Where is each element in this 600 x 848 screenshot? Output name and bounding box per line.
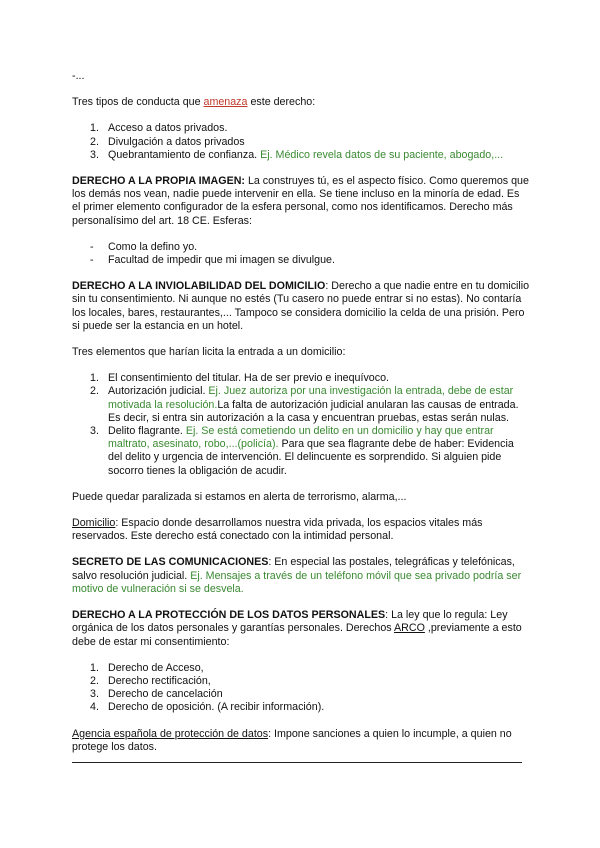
list-item: 4. Derecho de oposición. (A recibir información). xyxy=(90,701,325,714)
domicilio-intro: Tres elementos que harían licita la entrada a un domicilio: xyxy=(72,346,346,359)
domicilio-paragraph: DERECHO A LA INVIOLABILIDAD DEL DOMICILIO: Derecho a que nadie entre en tu domicilio sin tu consentimiento. Ni aunque no estés (Tu casero no puede entrar si no estas). No contaría los locales, bares, restaurantes,... Tampoco se considera domicilio la celda de una prisión. Pero si puede ser la estancia en un hotel. xyxy=(72,280,530,332)
section-divider xyxy=(72,762,522,763)
imagen-heading: DERECHO A LA PROPIA IMAGEN: xyxy=(72,175,245,188)
datos-heading: DERECHO A LA PROTECCIÓN DE LOS DATOS PERSONALES xyxy=(72,609,386,622)
imagen-list xyxy=(72,241,530,267)
threats-intro: Tres tipos de conducta que amenaza este derecho: xyxy=(72,96,316,109)
list-item: 1. El consentimiento del titular. Ha de ser previo e inequívoco. xyxy=(90,372,390,385)
list-item: 2. Derecho rectificación, xyxy=(90,674,211,687)
arco-term: ARCO xyxy=(394,622,425,635)
list-item: 1. Acceso a datos privados. xyxy=(90,122,228,135)
list-item: 3. Delito flagrante. Ej. Se está cometiendo un delito en un domicilio y hay que entrar maltrato, asesinato, robo,...(policía). Para que sea flagrante debe de haber: Evidencia del delito y urgencia de intervención. El delincuente es sorprendido. Si alguien pide socorro tienes la obligación de acudir. xyxy=(90,425,514,477)
list-item: - Facultad de impedir que mi imagen se divulgue. xyxy=(90,254,335,267)
agency-term: Agencia española de protección de datos xyxy=(72,727,269,740)
domicilio-term: Domicilio xyxy=(72,517,116,530)
datos-paragraph: DERECHO A LA PROTECCIÓN DE LOS DATOS PERSONALES: La ley que lo regula: Ley orgánica de los datos personales y garantías personales. Derechos ARCO ,previamente a esto debe de estar mi consentimiento: xyxy=(72,609,522,648)
comunicaciones-paragraph: SECRETO DE LAS COMUNICACIONES: En especial las postales, telegráficas y telefónicas, salvo resolución judicial. Ej. Mensajes a través de un teléfono móvil que sea privado podría ser motivo de vulneración si se desvela. xyxy=(72,556,522,595)
list-item: - Como la defino yo. xyxy=(90,240,198,253)
datos-list xyxy=(72,662,530,715)
list-item: 2. Autorización judicial. Ej. Juez autoriza por una investigación la entrada, debe de estar motivada la resolución.La falta de autorización judicial anularan las causas de entrada. Es decir, si entra sin autorización a la casa y encuentran pruebas, estas serán nulas. xyxy=(90,385,519,424)
list-item: 3. Quebrantamiento de confianza. Ej. Médico revela datos de su paciente, abogado,... xyxy=(90,148,504,161)
list-item: 2. Divulgación a datos privados xyxy=(90,135,245,148)
domicilio-heading: DERECHO A LA INVIOLABILIDAD DEL DOMICILIO xyxy=(72,280,326,293)
list-item: 3. Derecho de cancelación xyxy=(90,688,223,701)
list-item: 1. Derecho de Acceso, xyxy=(90,661,204,674)
domicilio-definition: Domicilio: Espacio donde desarrollamos nuestra vida privada, los espacios vitales más reservados. Este derecho está conectado con la intimidad personal. xyxy=(72,517,483,543)
paralizada-text: Puede quedar paralizada si estamos en alerta de terrorismo, alarma,... xyxy=(72,490,407,503)
top-dash-list xyxy=(72,70,530,83)
domicilio-list xyxy=(72,372,530,478)
amenaza-link[interactable]: amenaza xyxy=(203,96,248,109)
imagen-paragraph: DERECHO A LA PROPIA IMAGEN: La construyes tú, es el aspecto físico. Como queremos que los demás nos vean, nadie puede intervenir en ella. Se tiene incluso en la minoría de edad. Es el primer elemento configurador de la esfera personal, como nos identificamos. Derecho más personalísimo del art. 18 CE. Esferas: xyxy=(72,175,529,227)
threats-list xyxy=(72,122,530,162)
comunicaciones-heading: SECRETO DE LAS COMUNICACIONES xyxy=(72,556,269,569)
agency-paragraph: Agencia española de protección de datos: Impone sanciones a quien lo incumple, a quien no protege los datos. xyxy=(72,727,512,753)
list-item: -... xyxy=(72,70,85,82)
document-body xyxy=(72,70,530,754)
